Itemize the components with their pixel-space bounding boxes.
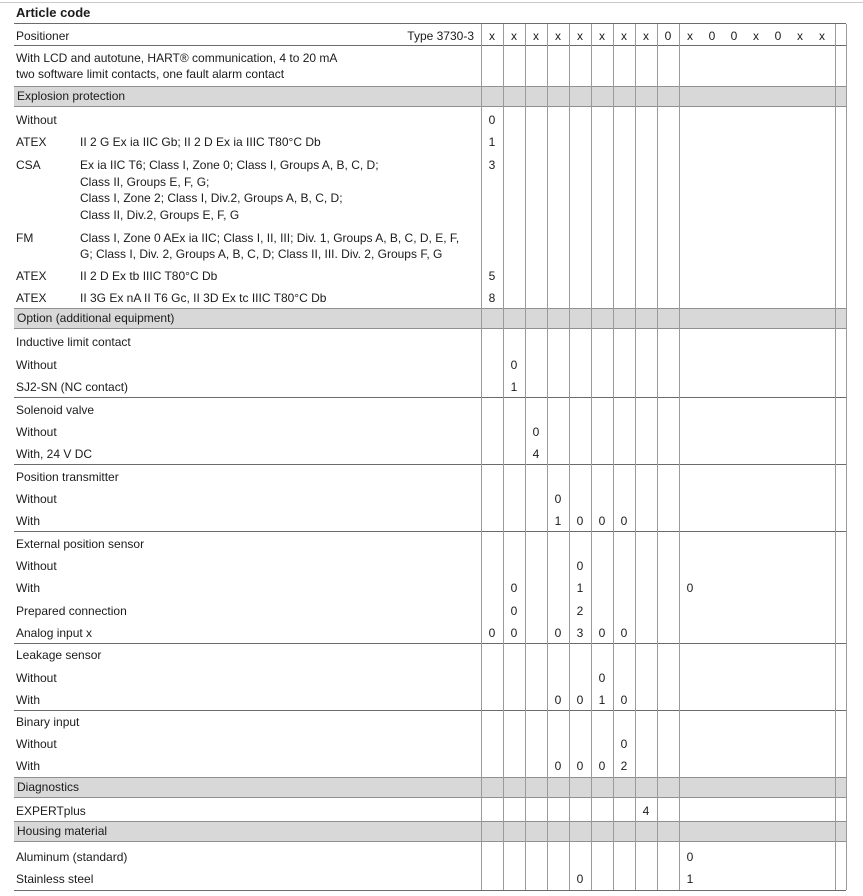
code-digit: 0 [554, 693, 562, 707]
table-bottom-border [14, 890, 846, 891]
code-digit: 0 [620, 693, 628, 707]
code-digit: 0 [510, 604, 518, 618]
row-label: With [16, 759, 40, 773]
row-description: Ex ia IIC T6; Class I, Zone 0; Class I, Groups A, B, C, D; [80, 158, 379, 172]
code-digit: 2 [620, 759, 628, 773]
row-label: Prepared connection [16, 604, 127, 618]
table-row [0, 580, 863, 597]
table-row [0, 849, 863, 866]
code-digit: 0 [510, 358, 518, 372]
row-label: Without [16, 113, 57, 127]
row-label: With [16, 581, 40, 595]
table-row [0, 230, 863, 247]
column-divider [679, 24, 680, 890]
code-digit: 0 [598, 514, 606, 528]
code-digit: 1 [576, 581, 584, 595]
code-digit: x [555, 29, 561, 43]
row-divider [14, 464, 846, 465]
row-label: With, 24 V DC [16, 447, 93, 461]
column-divider [835, 24, 836, 890]
table-row [0, 190, 863, 207]
subsection-title-row [0, 469, 863, 486]
column-divider [503, 24, 504, 890]
code-digit: 0 [598, 626, 606, 640]
table-right-border [846, 24, 847, 890]
row-label: Analog input x [16, 626, 93, 640]
code-digit: 0 [598, 671, 606, 685]
section-title: Explosion protection [17, 89, 126, 103]
subsection-title-row [0, 714, 863, 731]
section-title: Option (additional equipment) [17, 311, 175, 325]
table-row [0, 558, 863, 575]
code-digit: 0 [598, 759, 606, 773]
table-row [0, 692, 863, 709]
code-digit: 0 [532, 425, 540, 439]
table-top-border [14, 23, 846, 24]
row-label: Stainless steel [16, 872, 94, 886]
section-title: Diagnostics [17, 780, 80, 794]
row-description: Class II, Div.2, Groups E, F, G [80, 208, 240, 222]
code-digit: 0 [576, 759, 584, 773]
code-digit: 0 [576, 514, 584, 528]
code-digit: 0 [488, 626, 496, 640]
code-digit: x [687, 29, 693, 43]
code-digit: x [621, 29, 627, 43]
type-label: Type 3730-3 [407, 29, 474, 43]
row-label: ATEX [16, 135, 47, 149]
table-row [0, 207, 863, 224]
code-digit: 1 [488, 135, 496, 149]
table-row [0, 513, 863, 530]
row-label: Without [16, 358, 57, 372]
column-divider [591, 24, 592, 890]
row-description: Class I, Zone 2; Class I, Div.2, Groups A, B, C, D; [80, 191, 343, 205]
table-row [0, 736, 863, 753]
section-header-options [14, 308, 846, 329]
subsection-title-row [0, 334, 863, 351]
description-text: With LCD and autotune, HART® communication, 4 to 20 mA [16, 51, 338, 65]
row-label: Without [16, 671, 57, 685]
row-label: ATEX [16, 269, 47, 283]
code-digit: 0 [576, 559, 584, 573]
table-row [0, 246, 863, 263]
table-row [0, 603, 863, 620]
code-digit: 4 [642, 804, 650, 818]
code-digit: x [533, 29, 539, 43]
row-description: Class I, Zone 0 AEx ia IIC; Class I, II, III; Div. 1, Groups A, B, C, D, E, F, [80, 231, 460, 245]
code-digit: x [643, 29, 649, 43]
section-title: Housing material [17, 824, 108, 838]
row-description: II 2 D Ex tb IIIC T80°C Db [80, 269, 218, 283]
table-row [0, 758, 863, 775]
column-divider [525, 24, 526, 890]
table-row [0, 112, 863, 129]
description-text: two software limit contacts, one fault alarm contact [16, 67, 285, 81]
table-row [0, 290, 863, 307]
row-divider [14, 45, 846, 46]
code-digit: 0 [576, 872, 584, 886]
table-row [0, 871, 863, 888]
subsection-title: Inductive limit contact [16, 335, 131, 349]
code-digit: 8 [488, 291, 496, 305]
column-divider [635, 24, 636, 890]
subsection-title: Leakage sensor [16, 648, 102, 662]
code-digit: 0 [554, 492, 562, 506]
subsection-title-row [0, 402, 863, 419]
positioner-row [0, 28, 863, 45]
row-divider [14, 643, 846, 644]
column-divider [613, 24, 614, 890]
subsection-title-row [0, 536, 863, 553]
subsection-title-row [0, 647, 863, 664]
code-digit: 0 [686, 581, 694, 595]
positioner-label: Positioner [16, 29, 70, 43]
code-digit: 3 [576, 626, 584, 640]
section-header-explosion-protection [14, 86, 846, 107]
positioner-description-line [0, 66, 863, 83]
table-row [0, 157, 863, 174]
code-digit: 0 [708, 29, 716, 43]
row-label: Without [16, 425, 57, 439]
page-title: Article code [16, 5, 91, 20]
code-digit: 0 [488, 113, 496, 127]
code-digit: 1 [686, 872, 694, 886]
row-label: Without [16, 492, 57, 506]
code-digit: 1 [598, 693, 606, 707]
code-digit: 0 [620, 737, 628, 751]
table-row [0, 446, 863, 463]
row-label: With [16, 693, 40, 707]
code-digit: 1 [554, 514, 562, 528]
row-label: With [16, 514, 40, 528]
row-label: EXPERTplus [16, 804, 86, 818]
code-digit: 0 [664, 29, 672, 43]
code-digit: 0 [730, 29, 738, 43]
table-row [0, 268, 863, 285]
code-digit: x [819, 29, 825, 43]
code-digit: 0 [774, 29, 782, 43]
code-digit: 0 [620, 626, 628, 640]
row-label: SJ2-SN (NC contact) [16, 380, 129, 394]
row-divider [14, 397, 846, 398]
code-digit: x [599, 29, 605, 43]
row-label: CSA [16, 158, 41, 172]
table-row [0, 424, 863, 441]
row-label: Without [16, 737, 57, 751]
table-row [0, 379, 863, 396]
table-row [0, 803, 863, 820]
code-digit: 0 [554, 759, 562, 773]
section-header-housing-material [14, 821, 846, 842]
code-digit: x [753, 29, 759, 43]
code-digit: 3 [488, 158, 496, 172]
row-divider [14, 710, 846, 711]
row-description: II 2 G Ex ia IIC Gb; II 2 D Ex ia IIIC T80°C Db [80, 135, 321, 149]
code-digit: x [577, 29, 583, 43]
code-digit: 1 [510, 380, 518, 394]
subsection-title: Solenoid valve [16, 403, 95, 417]
code-digit: 0 [554, 626, 562, 640]
code-digit: x [489, 29, 495, 43]
code-digit: 0 [510, 626, 518, 640]
table-row [0, 357, 863, 374]
column-divider [657, 24, 658, 890]
section-header-diagnostics [14, 777, 846, 798]
row-label: Without [16, 559, 57, 573]
table-row [0, 670, 863, 687]
column-divider [569, 24, 570, 890]
column-divider [481, 24, 482, 890]
table-row [0, 491, 863, 508]
row-label: ATEX [16, 291, 47, 305]
row-label: Aluminum (standard) [16, 850, 128, 864]
table-row [0, 174, 863, 191]
positioner-description-line [0, 50, 863, 67]
subsection-title: Binary input [16, 715, 80, 729]
table-row [0, 134, 863, 151]
code-digit: x [511, 29, 517, 43]
subsection-title: External position sensor [16, 537, 145, 551]
column-divider [547, 24, 548, 890]
code-digit: 2 [576, 604, 584, 618]
code-digit: 0 [686, 850, 694, 864]
row-divider [14, 531, 846, 532]
row-description: Class II, Groups E, F, G; [80, 175, 210, 189]
row-description: G; Class I, Div. 2, Groups A, B, C, D; Class II, III. Div. 2, Groups F, G [80, 247, 443, 261]
code-digit: x [797, 29, 803, 43]
page-top-rule [0, 2, 863, 3]
code-digit: 0 [576, 693, 584, 707]
table-row [0, 625, 863, 642]
code-digit: 4 [532, 447, 540, 461]
row-description: II 3G Ex nA II T6 Gc, II 3D Ex tc IIIC T80°C Db [80, 291, 327, 305]
code-digit: 0 [510, 581, 518, 595]
code-digit: 5 [488, 269, 496, 283]
row-label: FM [16, 231, 34, 245]
subsection-title: Position transmitter [16, 470, 119, 484]
code-digit: 0 [620, 514, 628, 528]
